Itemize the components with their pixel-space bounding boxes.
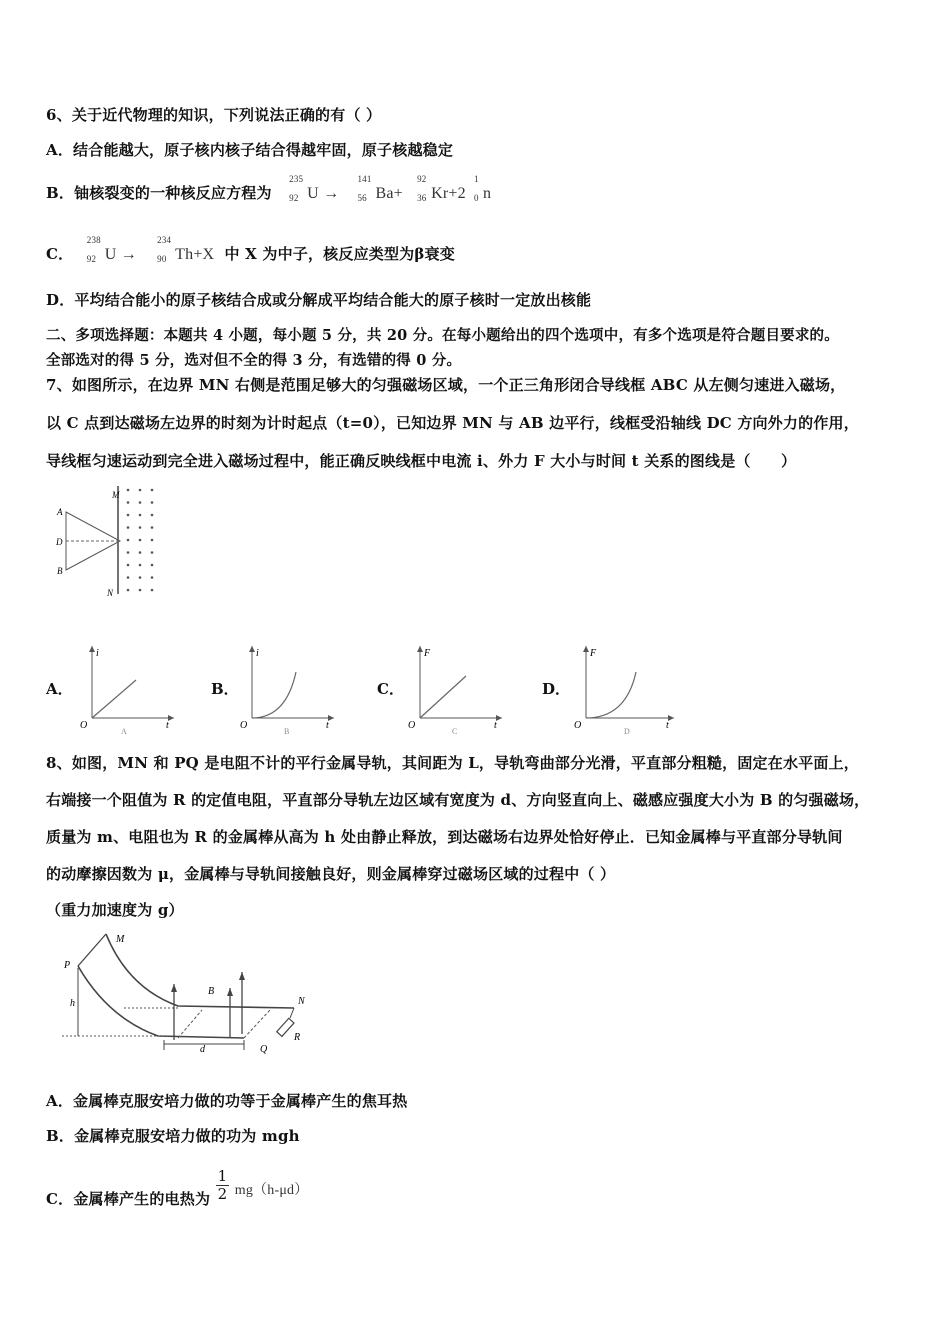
field-dot <box>139 514 142 517</box>
field-dot <box>151 489 154 492</box>
q8-option-c-prefix: C．金属棒产生的电热为 <box>46 1189 211 1208</box>
field-dot <box>139 526 142 529</box>
n-symbol: n <box>483 185 492 202</box>
rod-initial <box>78 934 106 966</box>
label-p: P <box>64 960 71 971</box>
ba-symbol: Ba+ <box>375 185 403 202</box>
ba-mass: 141 <box>357 174 372 184</box>
kr-symbol: Kr+2 <box>431 185 466 202</box>
graph-b-axis: i <box>256 648 259 659</box>
field-dot <box>139 501 142 504</box>
q7-graph-d <box>570 642 680 734</box>
field-dot <box>139 564 142 567</box>
label-a: A <box>57 507 63 517</box>
label-d: d <box>200 1044 205 1055</box>
field-dot <box>127 564 130 567</box>
magnetic-field-dots <box>127 489 154 592</box>
field-dot <box>151 501 154 504</box>
q8-stem-4: 的动摩擦因数为 μ，金属棒与导轨间接触良好，则金属棒穿过磁场区域的过程中（ ） <box>46 865 616 883</box>
q7-stem-1: 7、如图所示，在边界 MN 右侧是范围足够大的匀强磁场区域，一个正三角形闭合导线框 ABC 从左侧匀速进入磁场， <box>46 376 846 394</box>
graph-a-t: t <box>166 720 169 731</box>
u-mass: 235 <box>289 174 304 184</box>
q8-stem-1: 8、如图，MN 和 PQ 是电阻不计的平行金属导轨，其间距为 L，导轨弯曲部分光滑，平直部分粗糙，固定在水平面上， <box>46 754 859 772</box>
field-dot <box>139 539 142 542</box>
field-dot <box>127 514 130 517</box>
field-dot <box>151 551 154 554</box>
field-dot <box>139 589 142 592</box>
q6-decay-equation <box>79 235 219 264</box>
field-dot <box>127 501 130 504</box>
u238-z: 92 <box>86 254 97 264</box>
field-dot <box>127 489 130 492</box>
th-mass: 234 <box>157 235 172 245</box>
label-b: B <box>57 566 63 576</box>
label-r: R <box>294 1032 301 1043</box>
field-dot <box>127 576 130 579</box>
q7-stem-3: 导线框匀速运动到完全进入磁场过程中，能正确反映线框中电流 i、外力 F 大小与时间 t 关系的图线是（ ） <box>46 452 797 470</box>
graph-a-line <box>92 680 136 718</box>
graph-a-sub: A <box>121 727 127 734</box>
q6-option-b <box>46 174 492 203</box>
graph-b-t: t <box>326 720 329 731</box>
q8-option-a: A．金属棒克服安培力做的功等于金属棒产生的焦耳热 <box>46 1092 408 1110</box>
field-dot <box>151 576 154 579</box>
q6-fission-equation <box>277 174 492 203</box>
graph-d-t: t <box>666 720 669 731</box>
field-dot <box>139 576 142 579</box>
kr-z: 36 <box>417 193 427 203</box>
u238-symbol: U → <box>104 246 137 263</box>
q7-graph-a <box>76 642 180 734</box>
label-d: D <box>56 537 63 547</box>
q8-stem-3: 质量为 m、电阻也为 R 的金属棒从高为 h 处由静止释放，到达磁场右边界处恰好停止．已知金属棒与平直部分导轨间 <box>46 828 843 846</box>
label-h: h <box>70 998 75 1009</box>
n-mass: 1 <box>474 174 479 184</box>
q6-option-b-prefix: B．铀核裂变的一种核反应方程为 <box>46 184 272 202</box>
q6-option-c <box>46 235 455 264</box>
q6-option-c-prefix: C． <box>46 245 74 263</box>
q8-option-c-tail: mg（h-μd） <box>234 1182 309 1198</box>
field-dot <box>151 526 154 529</box>
rail-pq <box>78 966 244 1038</box>
graph-c-t: t <box>494 720 497 731</box>
q8-option-c <box>46 1160 309 1208</box>
field-dot <box>127 539 130 542</box>
graph-b-curve <box>252 672 296 718</box>
q8-stem-5: （重力加速度为 g） <box>46 901 184 919</box>
label-n: N <box>107 588 114 598</box>
label-q: Q <box>260 1044 268 1055</box>
graph-b-sub: B <box>284 727 290 734</box>
graph-a-origin: O <box>80 720 88 731</box>
resistor-r <box>277 1018 294 1036</box>
label-m: M <box>112 490 120 500</box>
field-dot <box>151 514 154 517</box>
label-m: M <box>116 934 125 945</box>
q6-stem: 6、关于近代物理的知识，下列说法正确的有（ ） <box>46 106 382 124</box>
graph-c-axis: F <box>424 648 431 659</box>
graph-d-sub: D <box>624 727 630 734</box>
u238-mass: 238 <box>86 235 101 245</box>
kr-mass: 92 <box>417 174 427 184</box>
q7-triangle-figure <box>52 482 164 598</box>
field-dot <box>151 589 154 592</box>
graph-d-axis: F <box>590 648 597 659</box>
rail-mn <box>106 934 294 1008</box>
q6-option-a: A．结合能越大，原子核内核子结合得越牢固，原子核越稳定 <box>46 141 454 159</box>
graph-d-origin: O <box>574 720 582 731</box>
q7-option-c-label: C． <box>377 680 404 698</box>
field-dot <box>139 551 142 554</box>
q7-option-b-label: B． <box>211 680 239 698</box>
field-dot <box>151 539 154 542</box>
th-symbol: Th+X <box>175 246 215 263</box>
graph-c-sub: C <box>452 727 458 734</box>
q7-graph-c <box>404 642 508 734</box>
field-dot <box>127 589 130 592</box>
q8-stem-2: 右端接一个阻值为 R 的定值电阻，平直部分导轨左边区域有宽度为 d、方向竖直向上、磁感应强度大小为 B 的匀强磁场， <box>46 791 870 809</box>
n-z: 0 <box>474 193 479 203</box>
q7-graph-b <box>236 642 340 734</box>
q7-option-d-label: D． <box>542 680 571 698</box>
section2-instructions-1: 二、多项选择题：本题共 4 小题，每小题 5 分，共 20 分。在每小题给出的四个选项中，有多个选项是符合题目要求的。 <box>46 327 839 344</box>
graph-c-line <box>420 676 466 718</box>
q6-option-c-suffix: 中 X 为中子，核反应类型为β衰变 <box>224 245 455 263</box>
u-z: 92 <box>289 193 299 203</box>
th-z: 90 <box>157 254 167 264</box>
label-n: N <box>298 996 305 1007</box>
graph-d-curve <box>586 672 636 718</box>
u-symbol: U → <box>307 185 340 202</box>
q7-stem-2: 以 C 点到达磁场左边界的时刻为计时起点（t=0），已知边界 MN 与 AB 边平行，线框受沿轴线 DC 方向外力的作用， <box>46 414 859 432</box>
q7-option-a-label: A． <box>46 680 73 698</box>
graph-a-axis: i <box>96 648 99 659</box>
field-dot <box>127 526 130 529</box>
q6-option-d: D．平均结合能小的原子核结合成或分解成平均结合能大的原子核时一定放出核能 <box>46 291 592 309</box>
q8-fraction-den: 2 <box>217 1185 228 1203</box>
label-b: B <box>208 986 215 997</box>
section2-instructions-2: 全部选对的得 5 分，选对但不全的得 3 分，有选错的得 0 分。 <box>46 352 462 369</box>
field-dot <box>139 489 142 492</box>
ba-z: 56 <box>357 193 367 203</box>
graph-b-origin: O <box>240 720 248 731</box>
field-dot <box>127 551 130 554</box>
q8-rail-figure <box>58 928 318 1058</box>
graph-c-origin: O <box>408 720 416 731</box>
field-dot <box>151 564 154 567</box>
q8-fraction <box>216 1168 230 1203</box>
q8-option-b: B．金属棒克服安培力做的功为 mgh <box>46 1127 300 1145</box>
q8-fraction-num: 1 <box>217 1167 228 1185</box>
